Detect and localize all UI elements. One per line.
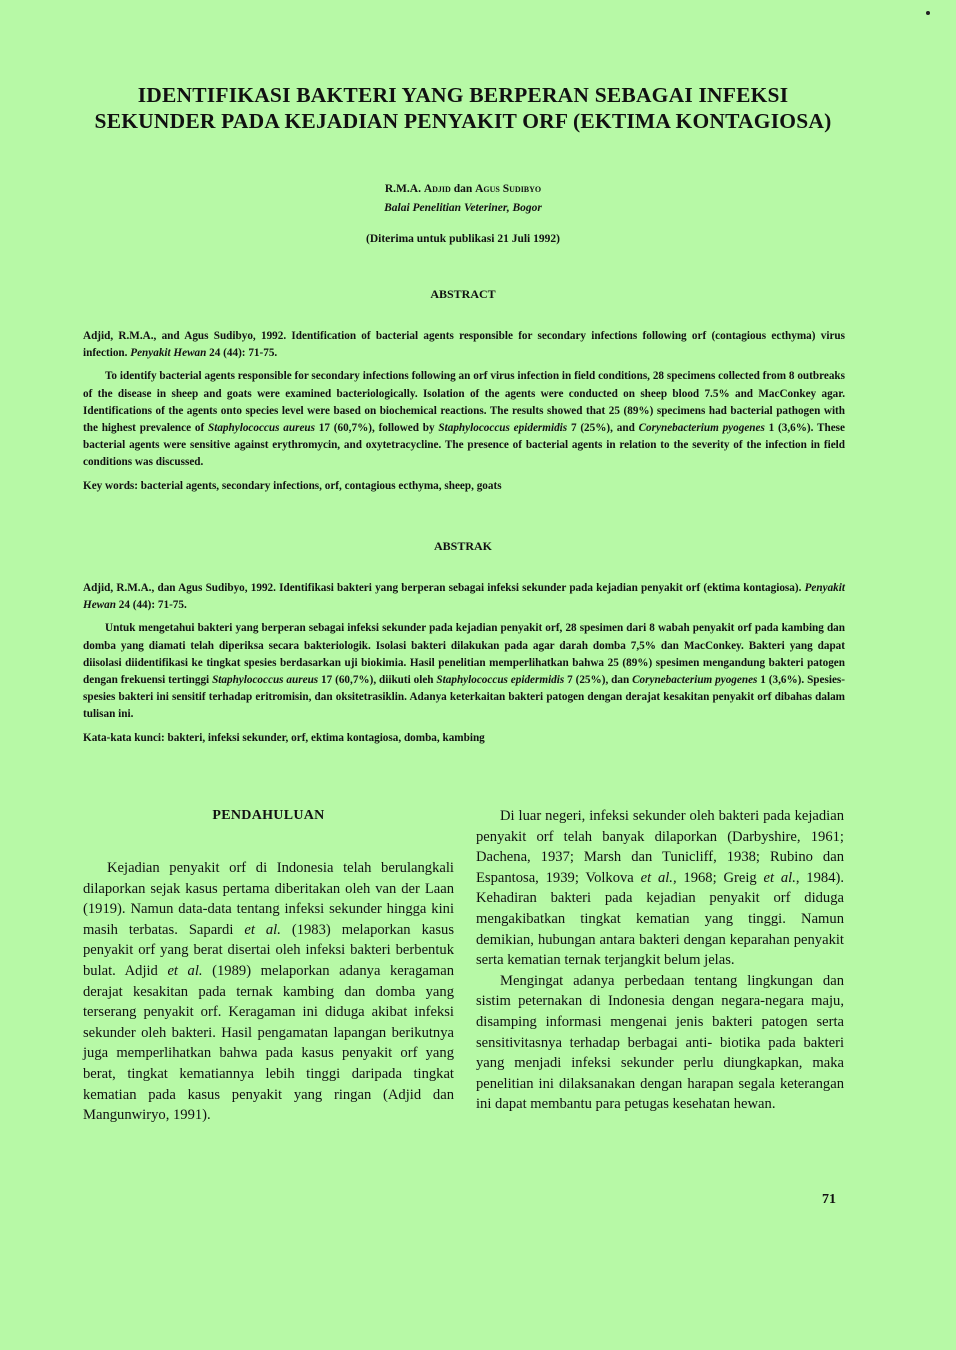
citation-volume: 24 (44): 71-75. bbox=[206, 347, 278, 360]
authors-connector: dan bbox=[450, 183, 476, 195]
abstrak-body bbox=[83, 620, 845, 723]
scan-speck bbox=[926, 11, 930, 15]
species-name: Corynebacterium pyogenes bbox=[638, 422, 765, 435]
body-text: 1 (3,6%). Spesies-spesies bakteri ini sensitif terhadap eritromisin, dan oksitetrasiklin. Adanya keterkaitan bakteri patogen dengan derajat kesakitan penyakit orf dibahas dalam tulisan ini. bbox=[83, 674, 845, 721]
abstract-keywords: Key words: bacterial agents, secondary infections, orf, contagious ecthyma, sheep, goats bbox=[83, 479, 502, 492]
et-al: et al. bbox=[640, 869, 673, 886]
citation-volume: 24 (44): 71-75. bbox=[115, 599, 187, 612]
author-line bbox=[0, 180, 926, 199]
species-name: Staphylococcus aureus bbox=[208, 422, 315, 435]
paper-title: IDENTIFIKASI BAKTERI YANG BERPERAN SEBAGAI INFEKSI SEKUNDER PADA KEJADIAN PENYAKIT ORF (EKTIMA KONTAGIOSA) bbox=[94, 83, 832, 133]
abstract-citation bbox=[83, 328, 845, 362]
abstract-block bbox=[83, 328, 845, 501]
abstract-heading: ABSTRACT bbox=[430, 287, 496, 301]
body-text: , 1968; Greig bbox=[672, 869, 764, 886]
author-1: Adjid bbox=[423, 183, 451, 195]
species-name: Staphylococcus aureus bbox=[212, 674, 319, 687]
intro-right-column bbox=[476, 806, 844, 1115]
received-date: (Diterima untuk publikasi 21 Juli 1992) bbox=[366, 233, 560, 245]
body-text: Di luar negeri, infeksi sekunder oleh bakteri pada kejadian penyakit orf telah banyak dilaporkan (Darbyshire, 1961; Dachena, 1937; Marsh dan Tunicliff, 1938; Rubino dan Espantosa, 1939; Volkova bbox=[476, 808, 844, 886]
et-al: et al. bbox=[244, 921, 281, 938]
page-number: 71 bbox=[822, 1192, 836, 1207]
body-text: 7 (25%), and bbox=[567, 422, 639, 435]
body-text: 7 (25%), dan bbox=[564, 674, 633, 687]
abstrak-citation bbox=[83, 580, 845, 614]
author-2: Agus Sudibyo bbox=[475, 183, 542, 195]
intro-left-column bbox=[83, 858, 454, 1126]
species-name: Corynebacterium pyogenes bbox=[632, 674, 758, 687]
affiliation: Balai Penelitian Veteriner, Bogor bbox=[384, 202, 542, 214]
intro-paragraph bbox=[83, 858, 454, 1126]
authors-prefix: R.M.A. bbox=[384, 183, 424, 195]
et-al: et al. bbox=[763, 869, 796, 886]
journal-name: Penyakit Hewan bbox=[83, 582, 845, 612]
abstract-body bbox=[83, 368, 845, 471]
body-text: , 1984). Kehadiran bakteri pada kejadian penyakit orf diduga mengakibatkan tingkat kematian yang tinggi. Namun demikian, hubungan antara bakteri dengan keparahan penyakit serta kematian ternak terjangkit belum jelas. bbox=[476, 869, 844, 969]
body-text: 17 (60,7%), diikuti oleh bbox=[318, 674, 437, 687]
body-text: 17 (60,7%), followed by bbox=[314, 422, 439, 435]
body-text: To identify bacterial agents responsible for secondary infections following an orf virus infection in field conditions, 28 specimens collected from 8 outbreaks of the disease in sheep and goats were examined bacteriologically. Isolation of the agents were conducted on sheep blood 7.5% and MacConkey agar. Identifications of the agents onto species level were based on biochemical reactions. The results showed that 25 (89%) specimens had bacterial pathogen with the highest prevalence of bbox=[83, 370, 845, 435]
abstrak-block bbox=[83, 580, 845, 753]
body-text: 1 (3,6%). These bacterial agents were sensitive against erythromycin, and oxytetracycline. The presence of bacterial agents in relation to the severity of the infection in field conditions was discussed. bbox=[83, 422, 846, 469]
journal-name: Penyakit Hewan bbox=[130, 347, 207, 360]
species-name: Staphylococcus epidermidis bbox=[436, 674, 565, 687]
intro-heading: PENDAHULUAN bbox=[212, 808, 325, 823]
abstrak-heading: ABSTRAK bbox=[433, 539, 492, 553]
intro-paragraph: Mengingat adanya perbedaan tentang lingkungan dan sistim peternakan di Indonesia dengan negara-negara maju, disamping informasi mengenai jenis bakteri patogen serta sensitivitasnya terhadap berbagai anti- biotika pada bakteri yang menjadi infeksi sekunder perlu diungkapkan, maka penelitian ini dilaksanakan dengan harapan segala keterangan ini dapat membantu para petugas kesehatan hewan. bbox=[476, 972, 844, 1113]
body-text: Kejadian penyakit orf di Indonesia telah berulangkali dilaporkan sejak kasus pertama diberitakan oleh van der Laan (1919). Namun data-data tentang infeksi sekunder hingga kini masih terbatas. Sapardi bbox=[83, 860, 454, 938]
body-text: Untuk mengetahui bakteri yang berperan sebagai infeksi sekunder pada kejadian penyakit orf, 28 spesimen dari 8 wabah penyakit orf pada kambing dan domba yang diamati telah diperiksa secara bakteriologik. Isolasi bakteri dilakukan pada agar darah domba 7,5% dan MacConkey. Bakteri yang dapat diisolasi diidentifikasi ke tingkat spesies berdasarkan uji biokimia. Hasil penelitian memperlihatkan bahwa 25 (89%) spesimen mengandung bakteri patogen dengan frekuensi tertinggi bbox=[83, 622, 845, 687]
et-al: et al. bbox=[167, 962, 203, 979]
body-text: (1989) melaporkan adanya keragaman derajat kesakitan pada ternak kambing dan domba yang terserang penyakit orf. Keragaman ini diduga akibat infeksi sekunder oleh bakteri. Hasil pengamatan lapangan berikutnya juga memperlihatkan bahwa pada kasus penyakit orf yang berat, tingkat kematiannya lebih tinggi daripada tingkat kematian pada kasus penyakit yang ringan (Adjid dan Mangunwiryo, 1991). bbox=[83, 962, 455, 1124]
body-text: (1983) melaporkan kasus penyakit orf yang berat disertai oleh infeksi bakteri berbentuk bulat. Adjid bbox=[83, 921, 454, 979]
abstrak-keywords: Kata-kata kunci: bakteri, infeksi sekunder, orf, ektima kontagiosa, domba, kambing bbox=[83, 731, 485, 744]
species-name: Staphylococcus epidermidis bbox=[438, 422, 568, 435]
intro-paragraph bbox=[476, 806, 844, 971]
authors-block bbox=[0, 180, 926, 218]
citation-text: Adjid, R.M.A., dan Agus Sudibyo, 1992. Identifikasi bakteri yang berperan sebagai infeksi sekunder pada kejadian penyakit orf (ektima kontagiosa). bbox=[83, 582, 805, 594]
citation-text: Adjid, R.M.A., and Agus Sudibyo, 1992. Identification of bacterial agents responsible for secondary infections following orf (contagious ecthyma) virus infection. bbox=[83, 330, 845, 360]
